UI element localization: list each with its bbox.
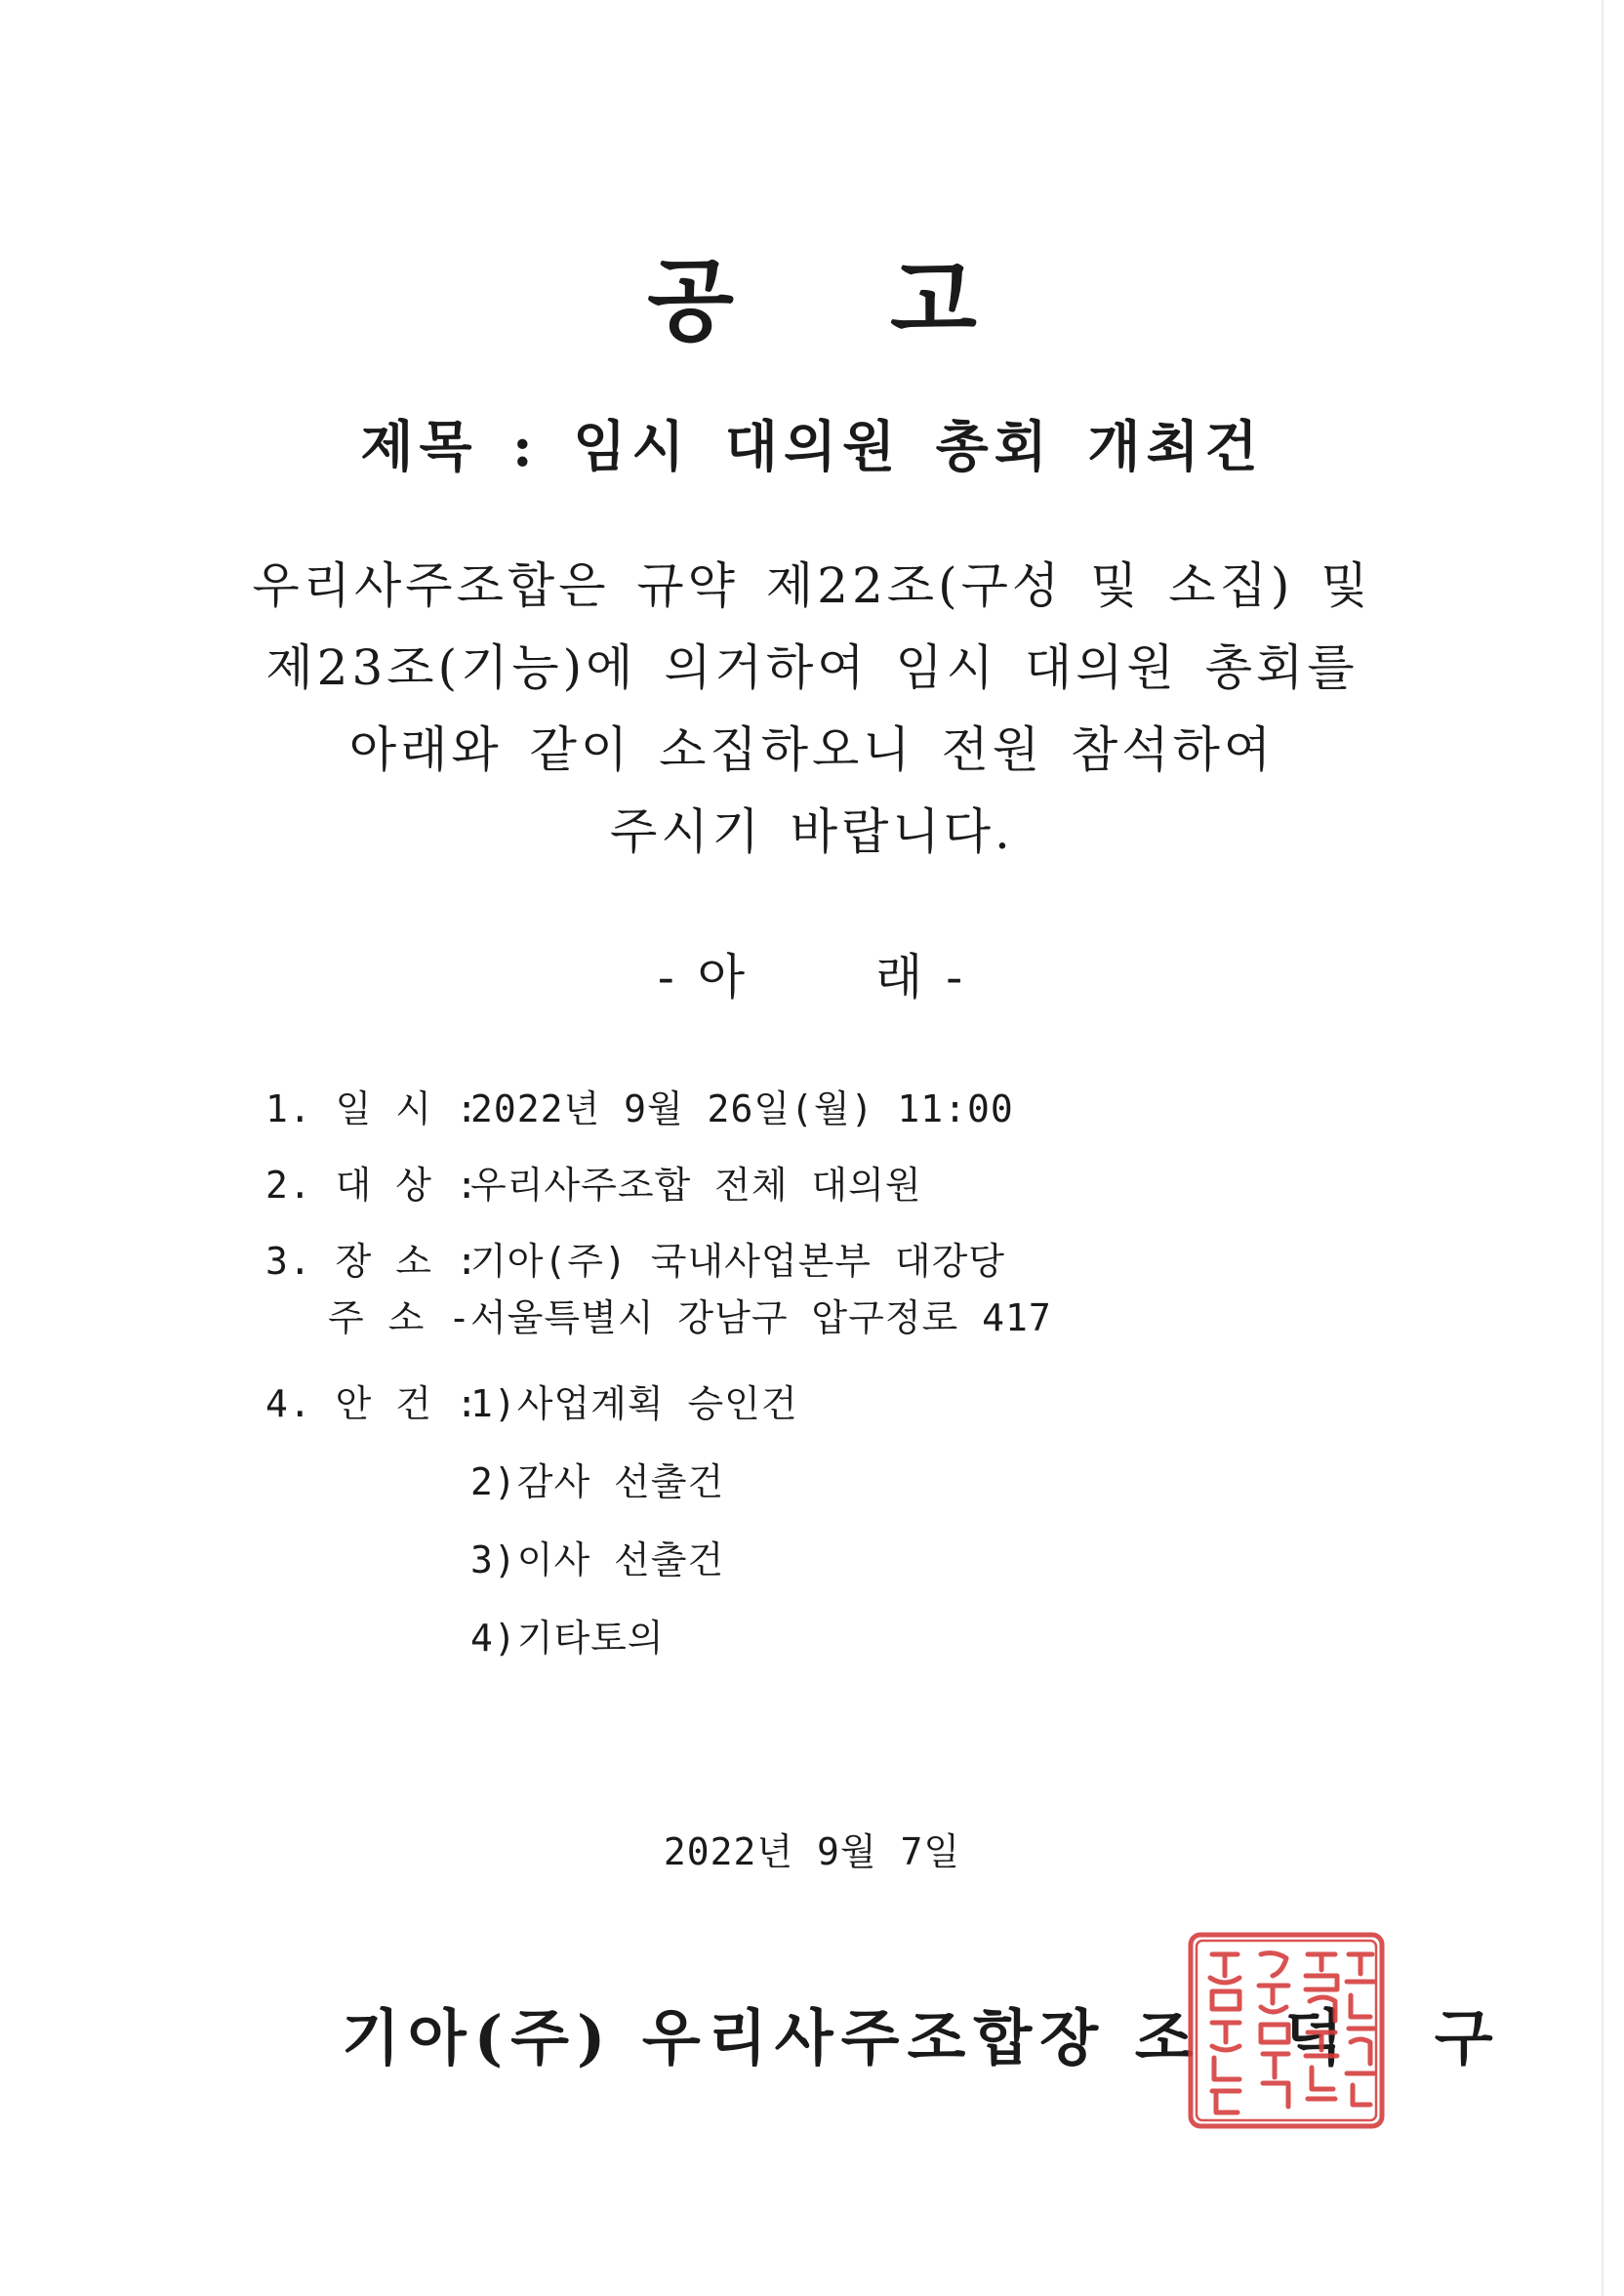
item-address-label: 주 소 - xyxy=(328,1296,472,1339)
details-list xyxy=(265,1079,1052,1686)
seal-text: 기아(주)우리사주조합장인 xyxy=(207,951,219,952)
item-agenda-label: 4. 안 건 : xyxy=(265,1382,479,1425)
subject-line: 제목 : 임시 대의원 총회 개최건 xyxy=(360,415,1264,479)
item-target-label: 2. 대 상 : xyxy=(265,1164,479,1207)
item-place xyxy=(265,1231,1052,1288)
agenda-entry-3: 3)이사 선출건 xyxy=(470,1538,725,1581)
body-line-1: 우리사주조합은 규약 제22조(구성 및 소집) 및 xyxy=(252,557,1372,614)
title-char-1: 공 xyxy=(647,248,734,353)
below-heading xyxy=(0,949,1624,1005)
item-schedule-value: 2022년 9월 26일(월) 11:00 xyxy=(470,1087,1014,1130)
below-heading-left: - 아 xyxy=(657,949,749,1005)
item-target xyxy=(265,1155,1052,1231)
document-title xyxy=(0,248,1624,353)
body-line-3: 아래와 같이 소집하오니 전원 참석하여 xyxy=(348,721,1276,778)
notice-body xyxy=(195,545,1429,873)
signature-org: 기아(주) 우리사주조합장 xyxy=(342,2002,1107,2073)
below-heading-right: 래 - xyxy=(875,949,967,1005)
item-target-value: 우리사주조합 전체 대의원 xyxy=(470,1164,922,1207)
agenda-entry-1: 1)사업계획 승인건 xyxy=(470,1382,798,1425)
body-line-2: 제23조(기능)에 의거하여 임시 대의원 총회를 xyxy=(265,639,1359,696)
item-schedule-label: 1. 일 시 : xyxy=(265,1087,479,1130)
title-char-2: 고 xyxy=(890,248,977,353)
issue-date: 2022년 9월 7일 xyxy=(663,1830,961,1873)
item-address xyxy=(265,1288,1052,1374)
body-line-4: 주시기 바랍니다. xyxy=(610,803,1014,860)
item-schedule xyxy=(265,1079,1052,1155)
agenda-entry-2: 2)감사 선출건 xyxy=(470,1460,725,1503)
item-place-label: 3. 장 소 : xyxy=(265,1240,479,1283)
item-place-value: 기아(주) 국내사업본부 대강당 xyxy=(470,1240,1006,1283)
item-agenda xyxy=(265,1374,1052,1452)
agenda-entry-4: 4)기타토의 xyxy=(470,1617,665,1660)
item-address-value: 서울특별시 강남구 압구정로 417 xyxy=(470,1296,1052,1339)
signature-name: 조 덕 구 xyxy=(1134,2002,1528,2073)
